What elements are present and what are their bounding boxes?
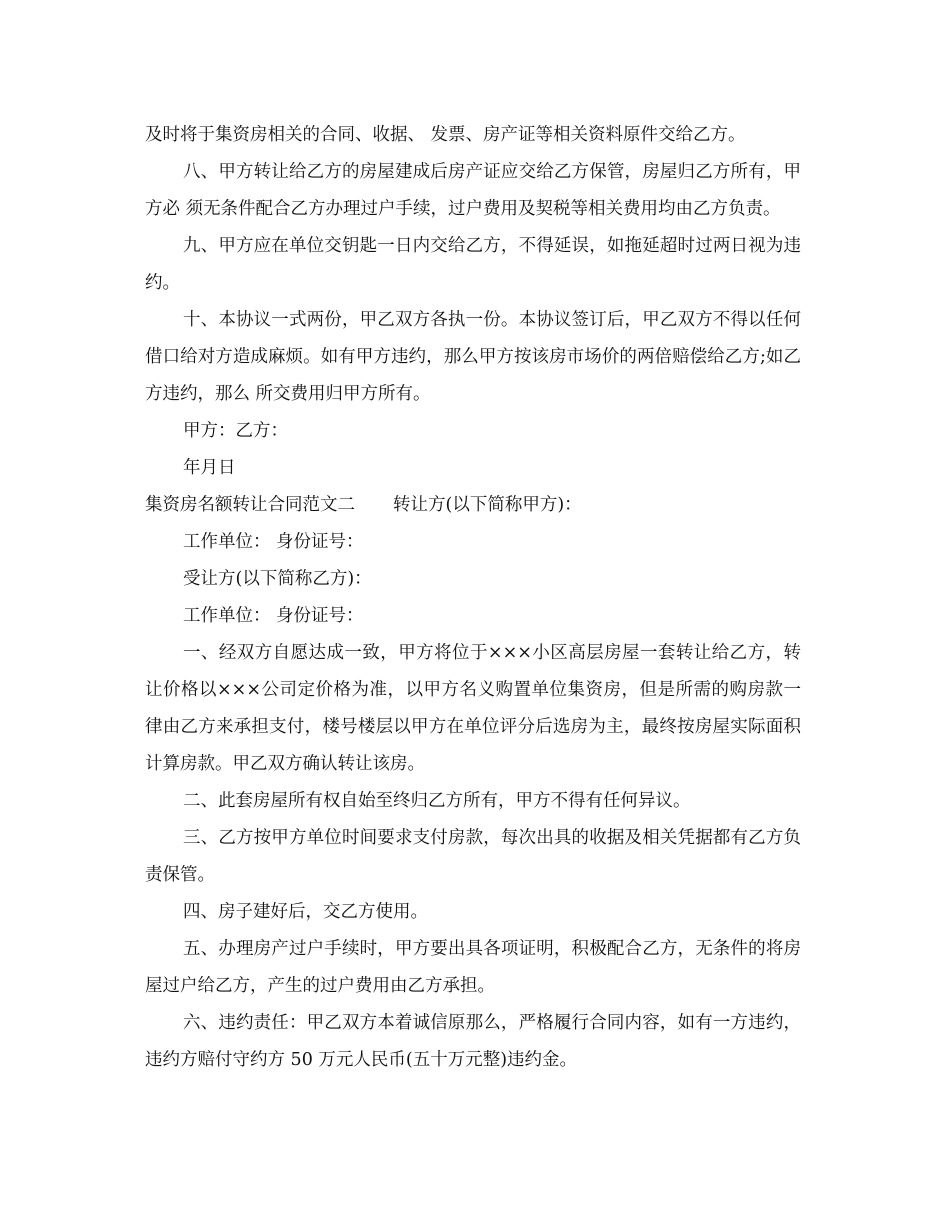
clause-ten: 十、本协议一式两份，甲乙双方各执一份。本协议签订后，甲乙双方不得以任何借口给对方造成麻烦。如有甲方违约，那么甲方按该房市场价的两倍赔偿给乙方;如乙方违约，那么 所交费用归甲方所有。 (145, 310, 801, 404)
contract-title: 集资房名额转让合同范文二 (145, 495, 355, 515)
transferor-workplace-id: 工作单位： 身份证号： (183, 532, 364, 552)
transferee-workplace-id: 工作单位： 身份证号： (183, 606, 364, 626)
clause-eight: 八、甲方转让给乙方的房屋建成后房产证应交给乙方保管，房屋归乙方所有，甲方必 须无条件配合乙方办理过户手续，过户费用及契税等相关费用均由乙方负责。 (145, 162, 801, 219)
clause-nine: 九、甲方应在单位交钥匙一日内交给乙方，不得延误，如拖延超时过两日视为违约。 (145, 236, 801, 293)
clause-four: 四、房子建好后，交乙方使用。 (183, 902, 428, 922)
paragraph-continuation: 及时将于集资房相关的合同、收据、 发票、房产证等相关资料原件交给乙方。 (145, 125, 746, 145)
clause-three: 三、乙方按甲方单位时间要求支付房款，每次出具的收据及相关凭据都有乙方负责保管。 (145, 828, 801, 885)
clause-five: 五、办理房产过户手续时，甲方要出具各项证明，积极配合乙方，无条件的将房屋过户给乙方，产生的过户费用由乙方承担。 (145, 939, 801, 996)
clause-six: 六、违约责任：甲乙双方本着诚信原那么，严格履行合同内容，如有一方违约，违约方赔付守约方 50 万元人民币(五十万元整)违约金。 (145, 1013, 801, 1070)
signature-parties: 甲方：乙方： (183, 421, 288, 441)
signature-date: 年月日 (183, 458, 236, 478)
transferee-label: 受让方(以下简称乙方)： (183, 569, 372, 589)
clause-two: 二、此套房屋所有权自始至终归乙方所有，甲方不得有任何异议。 (183, 791, 691, 811)
contract-title-line (145, 487, 801, 524)
transferor-label: 转让方(以下简称甲方)： (393, 495, 582, 515)
clause-one: 一、经双方自愿达成一致，甲方将位于×××小区高层房屋一套转让给乙方，转让价格以×××公司定价格为准，以甲方名义购置单位集资房，但是所需的购房款一律由乙方来承担支付，楼号楼层以甲方在单位评分后选房为主，最终按房屋实际面积计算房款。甲乙双方确认转让该房。 (145, 643, 801, 774)
document-page (145, 117, 801, 1079)
